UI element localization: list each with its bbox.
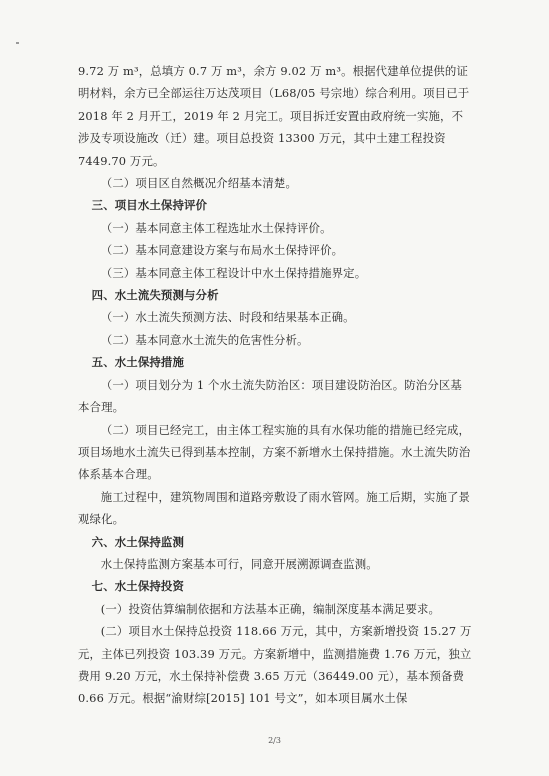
section-heading: 四、水土流失预测与分析 [91,288,219,303]
paragraph: (一）投资估算编制依据和方法基本正确，编制深度基本满足要求。 [100,601,441,616]
paragraph: (二）项目水土保持总投资 118.66 万元，其中，方案新增投资 15.27 万元，主体已列投资 103.39 万元。方案新增中，监测措施费 1.76 万元，独立费用 9.20 万元，水土保持补偿费 3.65 万元（36449.00 元），基本预备费 0.66 万元。根据“渝财综[2015] 101 号文”，如本项目属水土保 [78,624,472,706]
paragraph: 施工过程中，建筑物周围和道路旁敷设了雨水管网。施工后期，实施了景观绿化。 [78,489,471,527]
paragraph: （二）项目区自然概况介绍基本清楚。 [100,176,297,191]
paragraph: （一）水土流失预测方法、时段和结果基本正确。 [100,310,355,325]
section-heading: 三、项目水土保持评价 [91,198,208,213]
section-heading: 五、水土保持措施 [91,355,184,370]
section-heading: 七、水土保持投资 [91,579,184,594]
paragraph: 水土保持监测方案基本可行，同意开展溯源调查监测。 [100,556,378,571]
paragraph: 9.72 万 m³，总填方 0.7 万 m³，余方 9.02 万 m³。根据代建单位提供的证明材料，余方已全部运往万达茂项目（L68/05 号宗地）综合利用。项目已于 2018 年 2 月开工，2019 年 2 月完工。项目拆迁安置由政府统一实施，不涉及专项设施改（迁）建。项目总投资 13300 万元，其中土建工程投资 7449.70 万元。 [78,64,470,168]
paragraph: （三）基本同意主体工程设计中水土保持措施界定。 [100,265,367,280]
section-heading: 六、水土保持监测 [91,534,184,549]
document-body [78,60,473,710]
paragraph: （二）项目已经完工，由主体工程实施的具有水保功能的措施已经完成，项目场地水土流失已得到基本控制，方案不新增水土保持措施。水土流失防治体系基本合理。 [78,422,471,482]
scan-mark [16,42,19,44]
paragraph: （一）项目划分为 1 个水土流失防治区：项目建设防治区。防治分区基本合理。 [78,377,462,415]
page-number: 2/3 [268,736,281,745]
paragraph: （二）基本同意建设方案与布局水土保持评价。 [100,243,344,258]
paragraph: （二）基本同意水土流失的危害性分析。 [100,332,309,347]
paragraph: （一）基本同意主体工程选址水土保持评价。 [100,220,332,235]
